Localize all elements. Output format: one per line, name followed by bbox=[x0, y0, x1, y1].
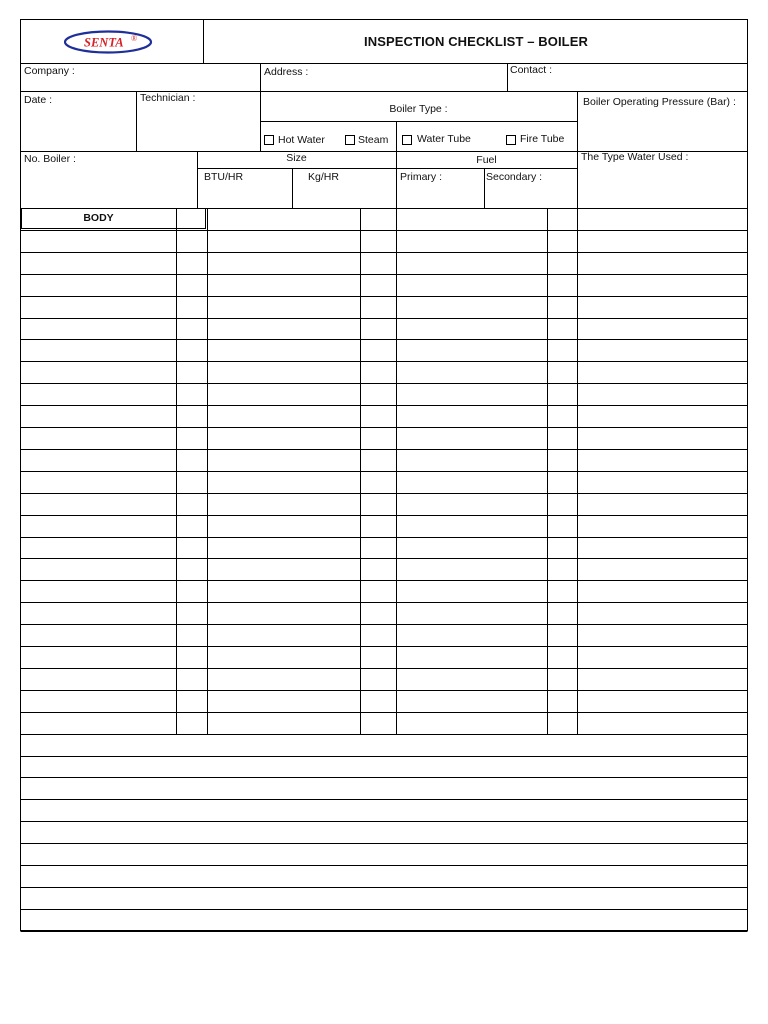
contact-label: Contact : bbox=[510, 64, 553, 76]
fuel-label: Fuel bbox=[476, 154, 497, 166]
fire-tube-label: Fire Tube bbox=[520, 133, 565, 145]
size-label: Size bbox=[286, 152, 307, 164]
btu-hr-label: BTU/HR bbox=[204, 171, 244, 183]
technician-label: Technician : bbox=[140, 92, 196, 104]
boiler-type-label: Boiler Type : bbox=[389, 103, 448, 115]
address-label: Address : bbox=[264, 66, 309, 78]
primary-fuel-label: Primary : bbox=[400, 171, 442, 183]
date-label: Date : bbox=[24, 94, 53, 106]
type-water-used-label: The Type Water Used : bbox=[581, 151, 689, 163]
body-section-label: BODY bbox=[83, 212, 114, 224]
water-tube-label: Water Tube bbox=[417, 133, 471, 145]
steam-label: Steam bbox=[358, 134, 389, 146]
logo-registered-mark: ® bbox=[131, 34, 138, 43]
hot-water-label: Hot Water bbox=[278, 134, 325, 146]
kg-hr-label: Kg/HR bbox=[308, 171, 339, 183]
no-boiler-label: No. Boiler : bbox=[24, 153, 76, 165]
logo-text: SENTA bbox=[84, 35, 124, 50]
secondary-fuel-label: Secondary : bbox=[486, 171, 543, 183]
form-title: INSPECTION CHECKLIST – BOILER bbox=[364, 33, 588, 49]
operating-pressure-label: Boiler Operating Pressure (Bar) : bbox=[583, 96, 736, 108]
company-label: Company : bbox=[24, 65, 75, 77]
